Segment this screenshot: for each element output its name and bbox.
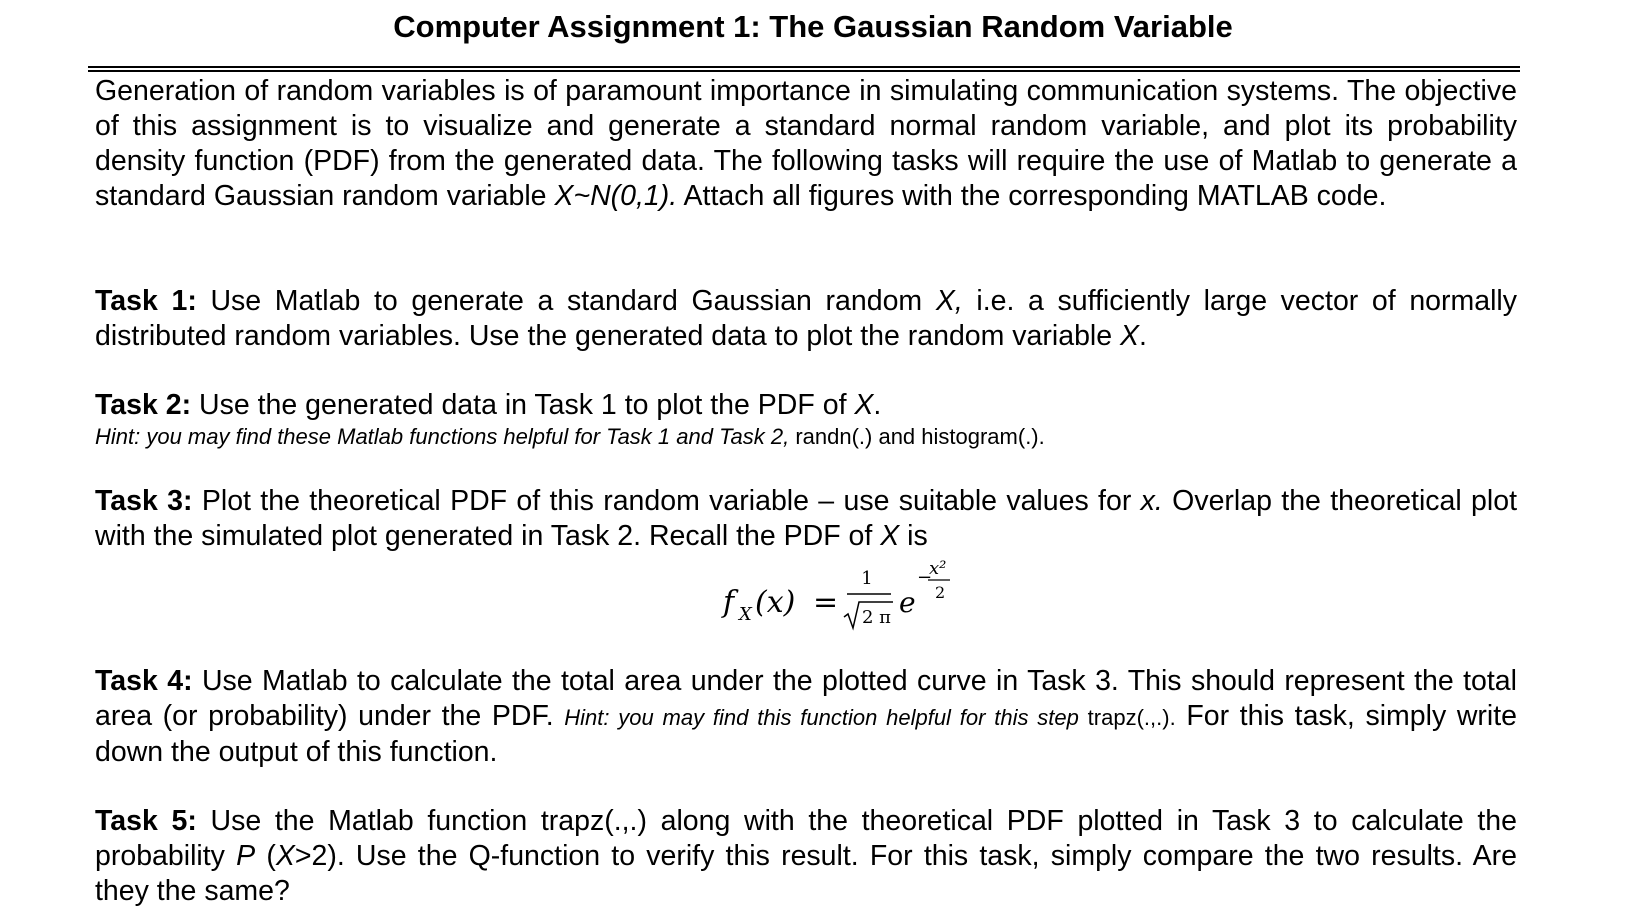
- task-5-text-3: >2). Use the Q-function to verify this result. For this task, simply compare the two results. Are they the same?: [95, 840, 1517, 907]
- task-2-text-2: .: [873, 389, 882, 421]
- task-1-variable-2: X: [1120, 320, 1140, 352]
- task-3-variable-2: X: [880, 520, 900, 552]
- task-3-variable: x.: [1140, 485, 1163, 517]
- formula-subscript: X: [739, 604, 752, 625]
- task-1-variable: X,: [935, 285, 963, 317]
- task-5-text-2: (: [255, 840, 276, 872]
- task-2-label: Task 2:: [95, 389, 192, 421]
- task-1-paragraph: [95, 284, 1517, 354]
- intro-notation: X~N(0,1).: [554, 180, 678, 212]
- task-5-label: Task 5:: [95, 805, 197, 837]
- task-4-text-2: For this task, simply write down the output of this function.: [95, 700, 1517, 768]
- task-4-hint-italic: Hint: you may find this function helpful for this step: [564, 705, 1079, 730]
- task-1-text: Use Matlab to generate a standard Gaussian random: [196, 285, 936, 317]
- formula-numerator: 1: [861, 568, 873, 589]
- formula-equals: =: [813, 585, 839, 620]
- formula-argument: (x): [755, 585, 796, 620]
- task-3-label: Task 3:: [95, 485, 193, 517]
- intro-text: Generation of random variables is of paramount importance in simulating communication systems. The objective of this assignment is to visualize and generate a standard normal random variable, and plot its probability density function (PDF) from the generated data. The following tasks will require the use of Matlab to generate a standard Gaussian random variable: [95, 75, 1517, 212]
- task-2-text: Use the generated data in Task 1 to plot the PDF of: [191, 389, 855, 421]
- intro-text-end: Attach all figures with the corresponding MATLAB code.: [677, 180, 1387, 212]
- title-divider: [88, 66, 1520, 72]
- task-3-text-2: Overlap the theoretical plot with the simulated plot generated in Task 2. Recall the PDF of: [95, 485, 1518, 552]
- task-1-text-2: i.e. a sufficiently large vector of normally distributed random variables. Use the generated data to plot the random variable: [95, 285, 1518, 352]
- task-5-paragraph: [95, 804, 1517, 909]
- intro-paragraph: [95, 74, 1517, 214]
- formula-exponent-sign: −: [917, 567, 933, 588]
- task-3-text: Plot the theoretical PDF of this random variable – use suitable values for: [192, 485, 1141, 517]
- task-2-paragraph: [95, 388, 1517, 423]
- formula-exponent-denominator: 2: [935, 583, 946, 602]
- task-5-variable: X: [275, 840, 295, 872]
- task-5-probability: P: [236, 840, 256, 872]
- task-2-hint-italic: Hint: you may find these Matlab functions helpful for Task 1 and Task 2,: [95, 424, 790, 449]
- task-4-paragraph: [95, 664, 1517, 770]
- formula-f: f: [723, 585, 735, 620]
- task-5-text: Use the Matlab function trapz(.,.) along with the theoretical PDF plotted in Task 3 to calculate the probability: [95, 805, 1518, 872]
- task-4-text: Use Matlab to calculate the total area under the plotted curve in Task 3. This should represent the total area (or probability) under the PDF.: [95, 665, 1517, 732]
- task-4-label: Task 4:: [95, 665, 193, 697]
- task-1-label: Task 1:: [95, 285, 197, 317]
- task-2-hint-functions: randn(.) and histogram(.).: [789, 424, 1045, 449]
- formula-base: e: [899, 586, 916, 619]
- pdf-formula: [715, 550, 1015, 640]
- task-3-paragraph: [95, 484, 1517, 554]
- page-title: Computer Assignment 1: The Gaussian Random Variable: [393, 9, 1233, 44]
- formula-denominator: 2 π: [862, 607, 892, 628]
- task-4-hint-function: trapz(.,.).: [1078, 705, 1176, 730]
- task-3-text-3: is: [899, 520, 928, 552]
- task-1-text-3: .: [1139, 320, 1147, 352]
- formula-exponent-numerator: x²: [929, 558, 947, 579]
- task-2-variable: X: [854, 389, 874, 421]
- task-2-hint: [95, 423, 1517, 451]
